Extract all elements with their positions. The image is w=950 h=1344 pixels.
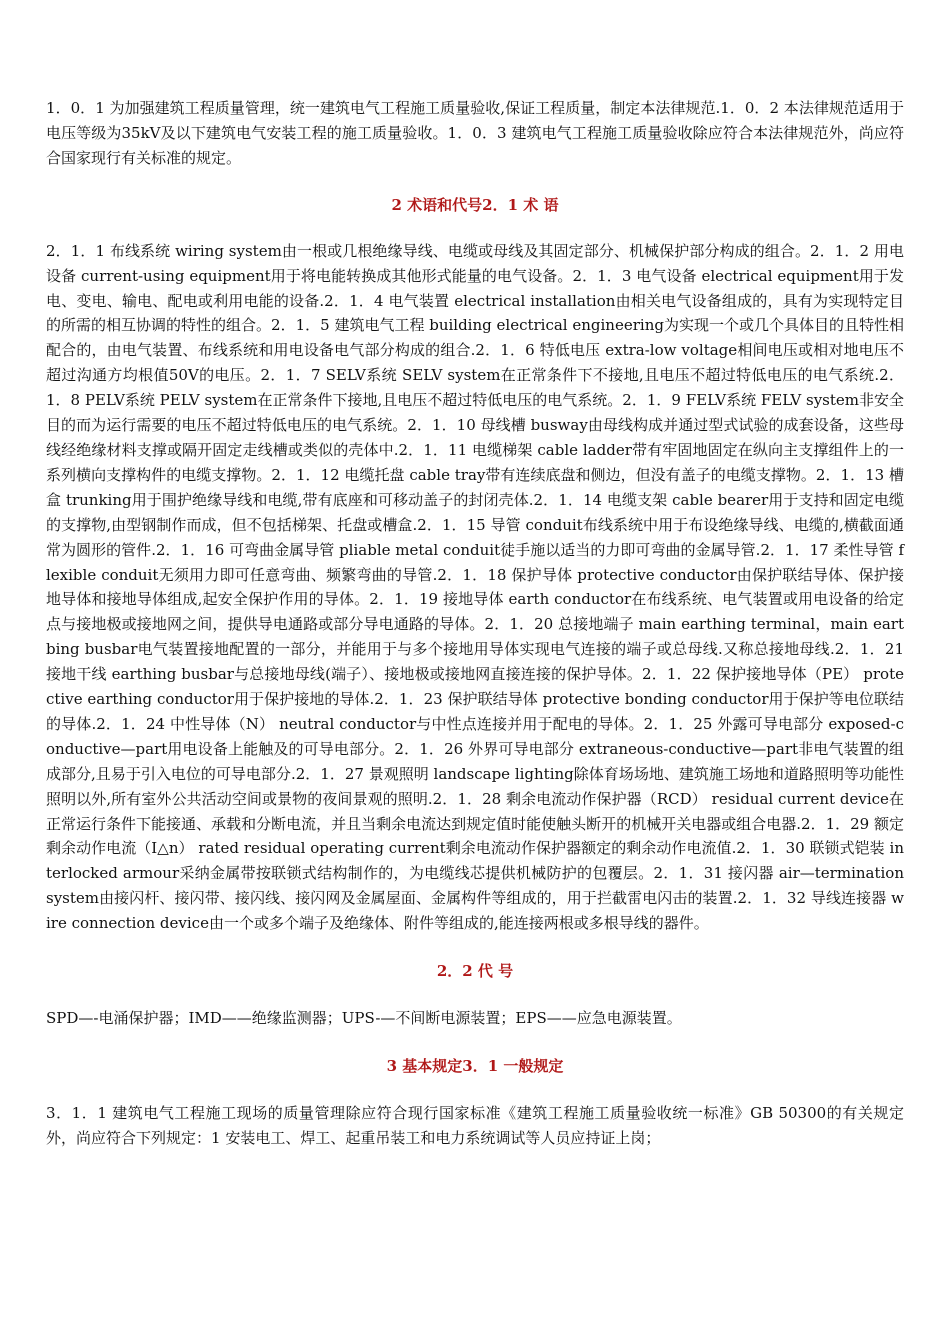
paragraph-general-provisions: 1．0．1 为加强建筑工程质量管理，统一建筑电气工程施工质量验收,保证工程质量，制定本法律规范.1．0．2 本法律规范适用于电压等级为35kV及以下建筑电气安装工程的施工质量验收。1．0．3 建筑电气工程施工质量验收除应符合本法律规范外，尚应符合国家现行有关标准的规定。	[46, 99, 904, 167]
heading-terms-and-codes: 2 术语和代号2．1 术 语	[391, 195, 559, 214]
document-page	[46, 96, 904, 1151]
heading-basic-provisions: 3 基本规定3．1 一般规定	[386, 1057, 564, 1075]
paragraph-terms-definitions: 2．1．1 布线系统 wiring system由一根或几根绝缘导线、电缆或母线及其固定部分、机械保护部分构成的组合。2．1．2 用电设备 current-using equipment用于将电能转换成其他形式能量的电气设备。2．1．3 电气设备 electrical equipment用于发电、变电、输电、配电或利用电能的设备.2．1．4 电气装置 electrical installation由相关电气设备组成的，具有为实现特定目的所需的相互协调的特性的组合。2．1．5 建筑电气工程 building electrical engineering为实现一个或几个具体目的且特性相配合的，由电气装置、布线系统和用电设备电气部分构成的组合.2．1．6 特低电压 extra-low voltage相间电压或相对地电压不超过沟通方均根值50V的电压。2．1．7 SELV系统 SELV system在正常条件下不接地,且电压不超过特低电压的电气系统.2．1．8 PELV系统 PELV system在正常条件下接地,且电压不超过特低电压的电气系统。2．1．9 FELV系统 FELV system非安全目的而为运行需要的电压不超过特低电压的电气系统。2．1．10 母线槽 busway由母线构成并通过型式试验的成套设备，这些母线经绝缘材料支撑或隔开固定走线槽或类似的壳体中.2．1．11 电缆梯架 cable ladder带有牢固地固定在纵向主支撑组件上的一系列横向支撑构件的电缆支撑物。2．1．12 电缆托盘 cable tray带有连续底盘和侧边，但没有盖子的电缆支撑物。2．1．13 槽盒 trunking用于围护绝缘导线和电缆,带有底座和可移动盖子的封闭壳体.2．1．14 电缆支架 cable bearer用于支持和固定电缆的支撑物,由型钢制作而成，但不包括梯架、托盘或槽盒.2．1．15 导管 conduit布线系统中用于布设绝缘导线、电缆的,横截面通常为圆形的管件.2．1．16 可弯曲金属导管 pliable metal conduit徒手施以适当的力即可弯曲的金属导管.2．1．17 柔性导管 flexible conduit无须用力即可任意弯曲、频繁弯曲的导管.2．1．18 保护导体 protective conductor由保护联结导体、保护接地导体和接地导体组成,起安全保护作用的导体。2．1．19 接地导体 earth conductor在布线系统、电气装置或用电设备的给定点与接地极或接地网之间，提供导电通路或部分导电通路的导体。2．1．20 总接地端子 main earthing terminal，main eartbing busbar电气装置接地配置的一部分，并能用于与多个接地用导体实现电气连接的端子或总母线.又称总接地母线.2．1．21 接地干线 earthing busbar与总接地母线(端子）、接地极或接地网直接连接的保护导体。2．1．22 保护接地导体（PE） protective earthing conductor用于保护接地的导体.2．1．23 保护联结导体 protective bonding conductor用于保护等电位联结的导体.2．1．24 中性导体（N） neutral conductor与中性点连接并用于配电的导体。2．1．25 外露可导电部分 exposed-conductive—part用电设备上能触及的可导电部分。2．1．26 外界可导电部分 extraneous-conductive—part非电气装置的组成部分,且易于引入电位的可导电部分.2．1．27 景观照明 landscape lighting除体育场场地、建筑施工场地和道路照明等功能性照明以外,所有室外公共活动空间或景物的夜间景观的照明.2．1．28 剩余电流动作保护器（RCD） residual current device在正常运行条件下能接通、承载和分断电流，并且当剩余电流达到规定值时能使触头断开的机械开关电器或组合电器.2．1．29 额定剩余动作电流（I△n） rated residual operating current剩余电流动作保护器额定的剩余动作电流值.2．1．30 联锁式铠装 interlocked armour采纳金属带按联锁式结构制作的，为电缆线芯提供机械防护的包覆层。2．1．31 接闪器 air—termination system由接闪杆、接闪带、接闪线、接闪网及金属屋面、金属构件等组成的，用于拦截雷电闪击的装置.2．1．32 导线连接器 wire connection device由一个或多个端子及绝缘体、附件等组成的,能连接两根或多根导线的器件。	[46, 241, 904, 933]
heading-codes: 2．2 代 号	[436, 962, 514, 981]
paragraph-codes-list: SPD—-电涌保护器；IMD——绝缘监测器；UPS-—不间断电源装置；EPS——应急电源装置。	[46, 1009, 682, 1028]
paragraph-basic-provisions: 3．1．1 建筑电气工程施工现场的质量管理除应符合现行国家标准《建筑工程施工质量验收统一标准》GB 50300的有关规定外，尚应符合下列规定：1 安装电工、焊工、起重吊装工和电力系统调试等人员应持证上岗；	[46, 1104, 904, 1147]
